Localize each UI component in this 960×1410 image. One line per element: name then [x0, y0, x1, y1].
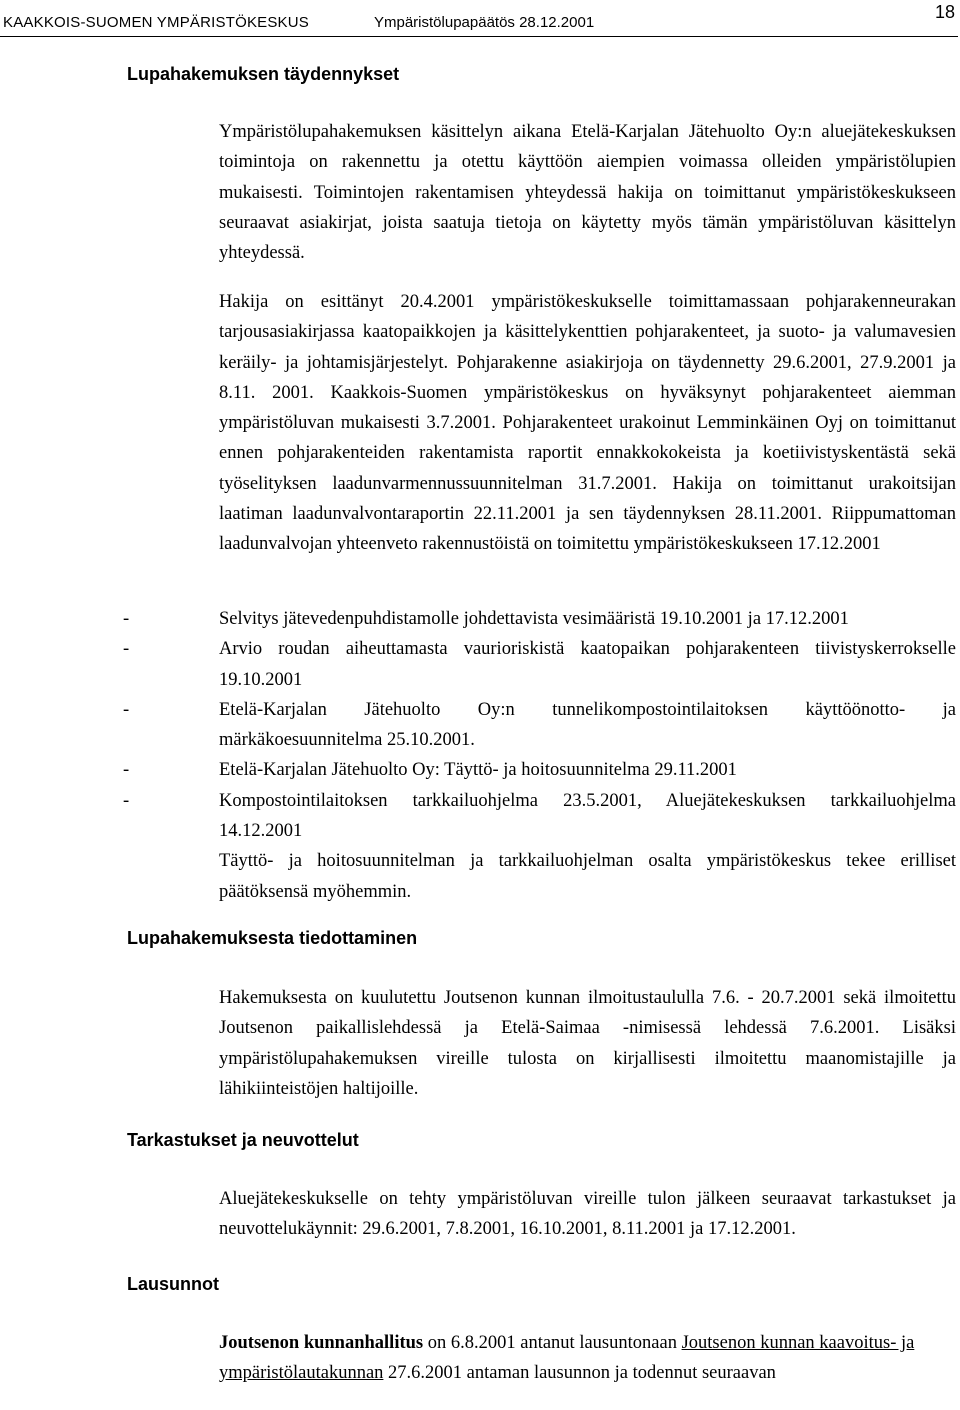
header-organization: KAAKKOIS-SUOMEN YMPÄRISTÖKESKUS: [3, 14, 309, 31]
heading-tarkastukset-ja-neuvottelut: Tarkastukset ja neuvottelut: [127, 1130, 359, 1150]
list-item-text: Kompostointilaitoksen tarkkailuohjelma 23.5.2001, Aluejätekeskuksen tarkkailuohjelma 14.12.2001: [219, 790, 956, 842]
list-item-text: Etelä-Karjalan Jätehuolto Oy: Täyttö- ja hoitosuunnitelma 29.11.2001: [219, 760, 737, 781]
heading-lupahakemuksesta-tiedottaminen: Lupahakemuksesta tiedottaminen: [127, 928, 418, 948]
paragraph-pohjarakenne: Hakija on esittänyt 20.4.2001 ympäristökeskukselle toimittamassaan pohjarakenneurakan tarjousasiakirjassa kaatopaikkojen ja käsittelykenttien pohjarakenteet, ja suoto- ja valumavesien keräily- ja johtamisjärjestelyt. Pohjarakenne asiakirjoja on täydennetty 29.6.2001, 27.9.2001 ja 8.11. 2001. Kaakkois-Suomen ympäristökeskus on hyväksynyt pohjarakenteet aiemman ympäristöluvan mukaisesti 3.7.2001. Pohjarakenteet urakoinut Lemminkäinen Oyj on toimittanut ennen pohjarakenteiden rakentamista raportit ennakkokokeista ja koetiivistyskentästä sekä työselityksen laadunvarmennussuunnitelman 31.7.2001. Hakija on toimittanut urakoitsijan laatiman laadunvalvontaraportin 22.11.2001 ja sen täydennyksen 28.11.2001. Riippumattoman laadunvalvojan yhteenveto rakennustöistä on toimitettu ympäristökeskukseen 17.12.2001: [219, 292, 956, 555]
list-dash: -: [123, 639, 130, 660]
list-item-text: Selvitys jätevedenpuhdistamolle johdettavista vesimääristä 19.10.2001 ja 17.12.2001: [219, 609, 849, 629]
page-number: 18: [934, 2, 955, 22]
list-item: [0, 755, 960, 785]
heading-lupahakemuksen-taydennykset: Lupahakemuksen täydennykset: [127, 64, 400, 84]
list-item: [0, 786, 960, 907]
paragraph-tiedottaminen: Hakemuksesta on kuulutettu Joutsenon kunnan ilmoitustaululla 7.6. - 20.7.2001 sekä ilmoitettu Joutsenon paikallislehdessä ja Etelä-Saimaa -nimisessä lehdessä 7.6.2001. Lisäksi ympäristölupahakemuksen vireille tulosta on kirjallisesti ilmoitettu maanomistajille ja lähikiinteistöjen haltijoille.: [219, 988, 956, 1099]
list-dash: -: [123, 760, 130, 781]
header-rule: [0, 36, 958, 37]
list-dash: -: [123, 609, 130, 629]
paragraph-tarkastukset: Aluejätekeskukselle on tehty ympäristöluvan vireille tulon jälkeen seuraavat tarkastukset ja neuvottelukäynnit: 29.6.2001, 7.8.2001, 16.10.2001, 8.11.2001 ja 17.12.2001.: [219, 1189, 956, 1240]
document-list: [0, 604, 960, 907]
list-item-text: Etelä-Karjalan Jätehuolto Oy:n tunnelikompostointilaitoksen käyttöönotto- ja märkäkoesuunnitelma 25.10.2001.: [219, 699, 956, 751]
page-header: [0, 0, 960, 40]
list-item: [0, 634, 960, 695]
paragraph-lausunnot: [219, 1328, 956, 1389]
list-item-text: Arvio roudan aiheuttamasta vaurioriskistä kaatopaikan pohjarakenteen tiivistyskerrokselle 19.10.2001: [219, 639, 956, 690]
list-dash: -: [123, 790, 130, 811]
heading-lausunnot: Lausunnot: [127, 1274, 219, 1294]
list-item: [0, 604, 960, 634]
list-item: [0, 695, 960, 756]
lausunto-author: Joutsenon kunnanhallitus: [219, 1333, 424, 1353]
lausunto-referenced-body: Joutsenon kunnan kaavoitus- ja ympäristölautakunnan: [219, 1333, 915, 1384]
list-item-note: Täyttö- ja hoitosuunnitelman ja tarkkailuohjelman osalta ympäristökeskus tekee erilliset päätöksensä myöhemmin.: [219, 851, 956, 902]
header-document-title: Ympäristölupapäätös 28.12.2001: [374, 14, 595, 31]
lausunto-text-1: on 6.8.2001 antanut lausuntonaan: [423, 1333, 682, 1353]
list-dash: -: [123, 699, 130, 720]
lausunto-text-2: 27.6.2001 antaman lausunnon ja todennut seuraavan: [383, 1363, 776, 1384]
paragraph-intro: Ympäristölupahakemuksen käsittelyn aikana Etelä-Karjalan Jätehuolto Oy:n aluejätekeskuksen toimintoja on rakennettu ja otettu käyttöön aiempien voimassa olleiden ympäristölupien mukaisesti. Toimintojen rakentamisen yhteydessä hakija on toimittanut ympäristökeskukseen seuraavat asiakirjat, joista saatuja tietoja on käytetty myös tämän ympäristöluvan käsittelyn yhteydessä.: [219, 122, 956, 264]
